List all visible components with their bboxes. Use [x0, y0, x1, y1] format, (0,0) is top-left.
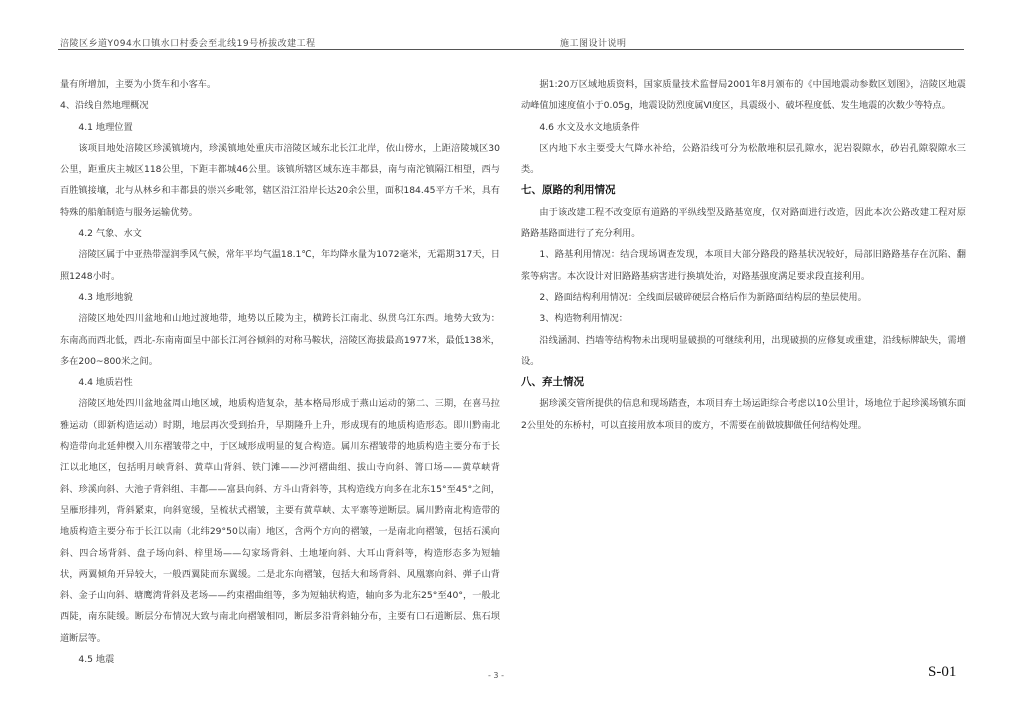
sheet-code: S-01	[928, 664, 957, 680]
page-number: - 3 -	[488, 671, 504, 680]
paragraph: 4.4 地质岩性	[78, 377, 133, 389]
right-column	[521, 74, 966, 436]
paragraph: 1、路基利用情况：结合现场调查发现，本项目大部分路段的路基状况较好，局部旧路路基存在沉陷、翻浆等病害。本次设计对旧路路基病害进行换填处治，对路基强度满足要求段直接利用。	[521, 249, 966, 282]
paragraph: 由于该改建工程不改变原有道路的平纵线型及路基宽度，仅对路面进行改造，因此本次公路改建工程对原路路基路面进行了充分利用。	[521, 206, 966, 240]
paragraph: 区内地下水主要受大气降水补给，公路沿线可分为松散堆积层孔隙水，泥岩裂隙水，砂岩孔隙裂隙水三类。	[521, 142, 966, 176]
paragraph: 4.5 地震	[78, 654, 115, 666]
paragraph: 2、路面结构利用情况：全线面层破碎硬层合格后作为新路面结构层的垫层使用。	[539, 291, 867, 303]
section-heading: 七、原路的利用情况	[521, 184, 616, 197]
paragraph: 涪陵区地处四川盆地盆周山地区域，地质构造复杂，基本格局形成于燕山运动的第二、三期，在喜马拉雅运动（即新构造运动）时期，地层再次受到抬升，早期隆升上升，形成现有的地质构造形态。即川黔南北构造带向北延伸楔入川东褶皱带之中，于区域形成明显的复合构造。属川东褶皱带的地质构造主要分布于长江以北地区，包括明月峡背斜、黄草山背斜、铁门滩——沙河褶曲组、拔山寺向斜、箐口场——黄草峡背斜、珍溪向斜、大池子背斜组、丰都——富县向斜、方斗山背斜等，其构造线方向多在北东15°至45°之间，呈雁形排列，背斜紧束，向斜宽缓，呈梳状式褶皱，主要有黄草峡、太平寨等逆断层。属川黔南北构造带的地质构造主要分布于长江以南（北纬29°50以南）地区，含两个方向的褶皱，一是南北向褶皱，包括石溪向斜、四合场背斜、盘子场向斜、梓里场——勾家场背斜、土地垭向斜、大耳山背斜等，构造形态多为短轴状，两翼倾角开异较大，一般西翼陡而东翼缓。二是北东向褶皱，包括大和场背斜、风凰寨向斜、弹子山背斜、金子山向斜、塘鹰湾背斜及老场——约束褶曲组等，多为短轴状构造，轴向多为北东25°至40°，一般北西陡，南东陡缓。断层分布情况大致与南北向褶皱相同，断层多沿背斜轴分布，主要有口石道断层、焦石坝道断层等。	[60, 398, 500, 644]
paragraph: 4、沿线自然地理概况	[60, 100, 149, 112]
paragraph: 量有所增加，主要为小货车和小客车。	[60, 79, 217, 90]
paragraph: 4.3 地形地貌	[78, 291, 133, 303]
paragraph: 3、构造物利用情况：	[539, 313, 628, 325]
paragraph: 据1:20万区域地质资料，国家质量技术监督局2001年8月颁布的《中国地震动参数区划图》，涪陵区地震动峰值加速度值小于0.05g，地震设防烈度属Ⅵ度区，具震级小、破坏程度低、发生地震的次数少等特点。	[521, 79, 966, 112]
section-heading: 八、弃土情况	[521, 376, 584, 389]
paragraph: 沿线涵洞、挡墙等结构物未出现明显破损的可继续利用，出现破损的应修复或重建，沿线标牌缺失，需增设。	[521, 334, 966, 367]
paragraph: 该项目地处涪陵区珍溪镇境内，珍溪镇地处重庆市涪陵区域东北长江北岸，依山傍水，上距涪陵城区30公里，距重庆主城区118公里，下距丰都城46公里。该镇所辖区域东连丰都县，南与南沱镇隔江相望，西与百胜镇接壤，北与从林乡和丰都县的崇兴乡毗邻，辖区沿江沿岸长达20余公里，面积184.45平方千米，具有特殊的船舶制造与服务运输优势。	[60, 142, 500, 218]
paragraph: 据珍溪交管所提供的信息和现场踏查，本项目弃土场运距综合考虑以10公里计，场地位于起珍溪场镇东面2公里处的东桥村，可以直接用放本项目的废方，不需要在前做坡脚做任何结构处理。	[521, 398, 966, 431]
paragraph: 4.2 气象、水文	[78, 228, 142, 240]
header-rule	[58, 49, 964, 50]
project-title: 涪陵区乡道Y094水口镇水口村委会至北线19号桥拔改建工程	[60, 39, 316, 49]
left-column	[60, 74, 500, 670]
paragraph: 4.6 水文及水文地质条件	[539, 121, 640, 133]
paragraph: 涪陵区地处四川盆地和山地过渡地带，地势以丘陵为主，横跨长江南北、纵贯乌江东西。地势大致为：东南高而西北低，西北-东南南面呈中部长江河谷倾斜的对称马鞍状，涪陵区海拔最高1977米，最低138米，多在200~800米之间。	[60, 313, 500, 367]
paragraph: 涪陵区属于中亚热带湿润季风气候，常年平均气温18.1℃，年均降水量为1072毫米，无霜期317天，日照1248小时。	[60, 249, 500, 282]
document-type: 施工图设计说明	[560, 39, 627, 49]
paragraph: 4.1 地理位置	[78, 121, 133, 133]
